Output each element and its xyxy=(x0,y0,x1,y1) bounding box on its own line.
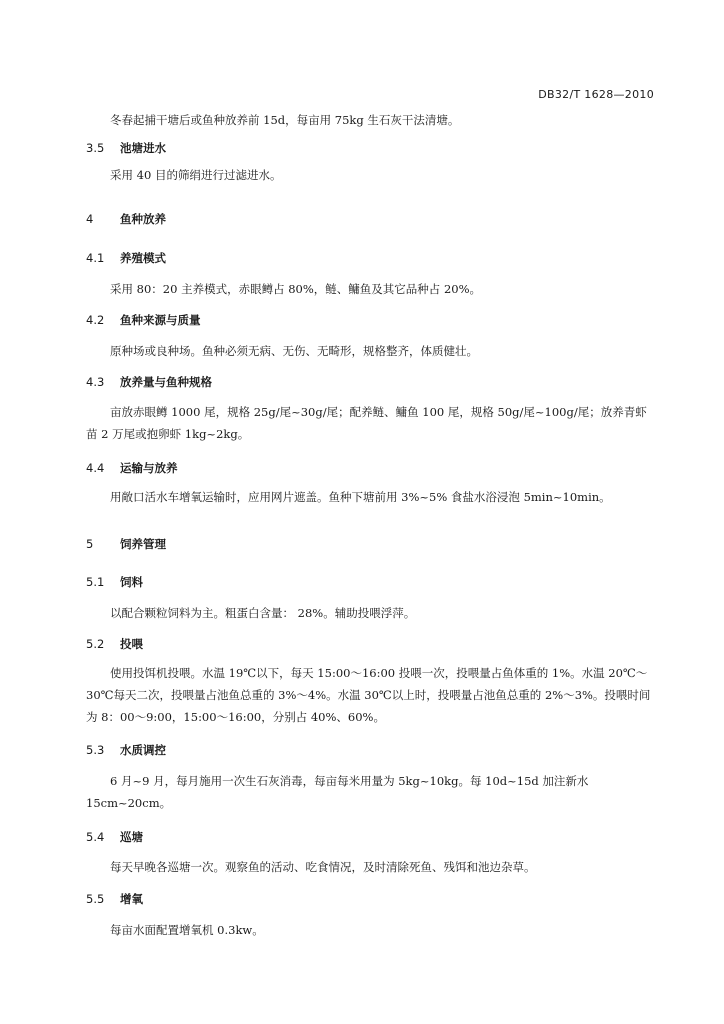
paragraph: 以配合颗粒饲料为主。粗蛋白含量： 28%。辅助投喂浮萍。 xyxy=(110,606,416,620)
paragraph: 冬春起捕干塘后或鱼种放养前 15d，每亩用 75kg 生石灰干法清塘。 xyxy=(110,113,460,127)
section-title: 运输与放养 xyxy=(120,461,178,475)
paragraph: 每亩水面配置增氧机 0.3kw。 xyxy=(110,923,264,937)
section-heading xyxy=(86,636,656,652)
section-number: 5.4 xyxy=(86,830,105,844)
paragraph: 原种场或良种场。鱼种必须无病、无伤、无畸形，规格整齐，体质健壮。 xyxy=(110,344,478,358)
section-number: 3.5 xyxy=(86,141,105,155)
section-number: 5 xyxy=(86,537,94,551)
section-title: 鱼种来源与质量 xyxy=(120,313,201,327)
section-title: 养殖模式 xyxy=(120,251,166,265)
section-title: 池塘进水 xyxy=(120,141,166,155)
section-heading xyxy=(86,536,656,552)
section-title: 放养量与鱼种规格 xyxy=(120,375,212,389)
section-title: 增氧 xyxy=(120,892,143,906)
section-title: 巡塘 xyxy=(120,830,143,844)
paragraph: 6 月~9 月，每月施用一次生石灰消毒，每亩每米用量为 5kg~10kg。每 10d~15d 加注新水 15cm~20cm。 xyxy=(86,774,589,810)
section-heading xyxy=(86,211,656,227)
section-heading xyxy=(86,250,656,266)
paragraph: 亩放赤眼鳟 1000 尾，规格 25g/尾~30g/尾；配养鲢、鳙鱼 100 尾，规格 50g/尾~100g/尾；放养青虾苗 2 万尾或抱卵虾 1kg~2kg。 xyxy=(86,405,647,441)
section-number: 4.2 xyxy=(86,313,105,327)
section-heading xyxy=(86,829,656,845)
section-number: 4.1 xyxy=(86,251,105,265)
section-title: 饲料 xyxy=(120,575,143,589)
paragraph: 采用 40 目的筛绢进行过滤进水。 xyxy=(110,168,282,182)
section-number: 4 xyxy=(86,212,94,226)
section-heading xyxy=(86,460,656,476)
document-code: DB32/T 1628—2010 xyxy=(538,88,654,101)
section-number: 5.3 xyxy=(86,743,105,757)
section-title: 水质调控 xyxy=(120,743,166,757)
section-number: 4.4 xyxy=(86,461,105,475)
paragraph: 采用 80：20 主养模式，赤眼鳟占 80%，鲢、鳙鱼及其它品种占 20%。 xyxy=(110,282,482,296)
section-heading xyxy=(86,374,656,390)
section-title: 鱼种放养 xyxy=(120,212,166,226)
section-heading xyxy=(86,574,656,590)
section-heading xyxy=(86,312,656,328)
section-number: 5.5 xyxy=(86,892,105,906)
paragraph: 用敞口活水车增氧运输时，应用网片遮盖。鱼种下塘前用 3%~5% 食盐水浴浸泡 5min~10min。 xyxy=(110,490,611,504)
section-heading xyxy=(86,742,656,758)
section-number: 4.3 xyxy=(86,375,105,389)
section-heading xyxy=(86,891,656,907)
paragraph: 每天早晚各巡塘一次。观察鱼的活动、吃食情况，及时清除死鱼、残饵和池边杂草。 xyxy=(110,860,536,874)
section-number: 5.2 xyxy=(86,637,105,651)
section-heading xyxy=(86,140,656,156)
paragraph: 使用投饵机投喂。水温 19℃以下，每天 15:00～16:00 投喂一次，投喂量占鱼体重的 1%。水温 20℃～30℃每天二次，投喂量占池鱼总重的 3%～4%。水温 30℃以上时，投喂量占池鱼总重的 2%～3%。投喂时间为 8：00～9:00，15:00～16:00，分别占 40%、60%。 xyxy=(86,666,651,724)
section-number: 5.1 xyxy=(86,575,105,589)
section-title: 饲养管理 xyxy=(120,537,166,551)
section-title: 投喂 xyxy=(120,637,143,651)
